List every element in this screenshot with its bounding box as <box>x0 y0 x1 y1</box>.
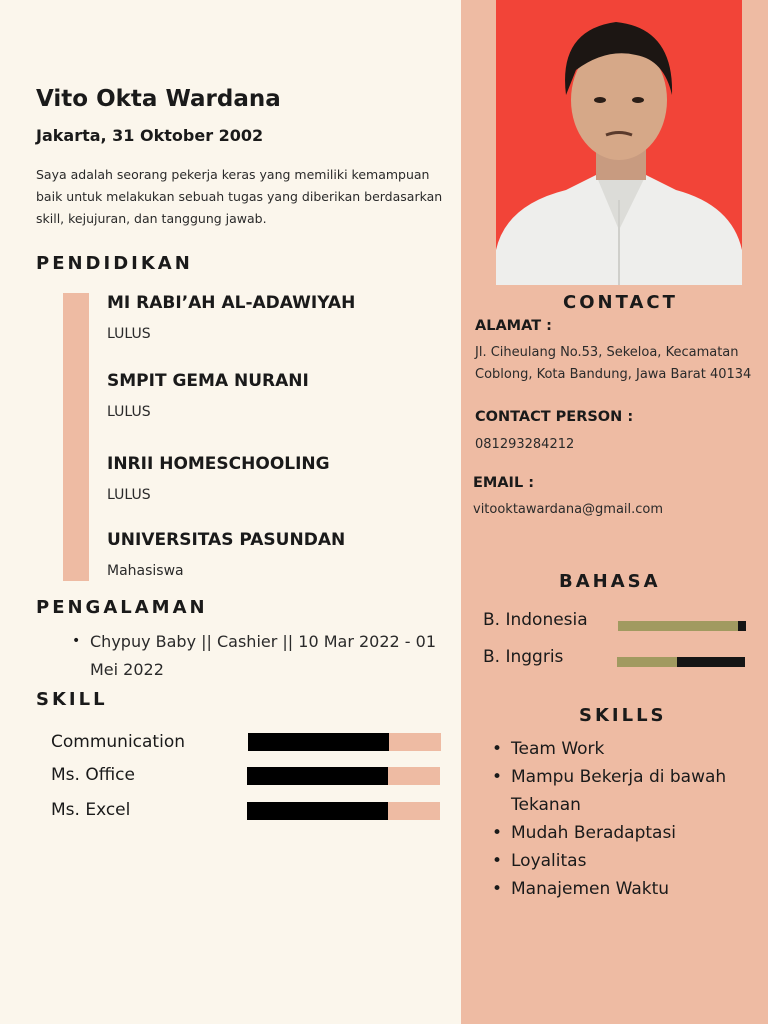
skill-bar <box>248 733 441 751</box>
education-school: INRII HOMESCHOOLING <box>107 454 330 474</box>
experience-item: Chypuy Baby || Cashier || 10 Mar 2022 - 01 Mei 2022 <box>90 632 437 679</box>
education-school: SMPIT GEMA NURANI <box>107 371 309 391</box>
language-bar <box>617 657 745 667</box>
skills-list <box>492 735 762 903</box>
language-label: B. Indonesia <box>483 610 588 630</box>
language-label: B. Inggris <box>483 647 564 667</box>
education-school: MI RABI’AH AL-ADAWIYAH <box>107 293 356 313</box>
list-item: • Loyalitas <box>492 847 762 875</box>
skills-heading: SKILLS <box>579 705 667 726</box>
skill-bar <box>247 767 440 785</box>
birth-info: Jakarta, 31 Oktober 2002 <box>36 126 264 145</box>
education-status: Mahasiswa <box>107 563 184 579</box>
list-item: • Manajemen Waktu <box>492 875 762 903</box>
education-status: LULUS <box>107 487 151 503</box>
skill-label: Communication <box>51 732 185 752</box>
education-accent-bar <box>63 293 89 581</box>
experience-heading: PENGALAMAN <box>36 597 208 618</box>
education-school: UNIVERSITAS PASUNDAN <box>107 530 346 550</box>
address-label: ALAMAT : <box>475 318 552 334</box>
skill-label: Ms. Office <box>51 765 135 785</box>
language-bar-fill <box>618 621 738 631</box>
list-item: • Team Work <box>492 735 762 763</box>
list-item: • Mudah Beradaptasi <box>492 819 762 847</box>
education-heading: PENDIDIKAN <box>36 253 193 274</box>
skill-heading: SKILL <box>36 689 108 710</box>
portrait-illustration <box>496 0 742 285</box>
contact-person-label: CONTACT PERSON : <box>475 409 634 425</box>
phone-number: 081293284212 <box>475 437 575 452</box>
skill-bar-fill <box>247 767 388 785</box>
skill-bar-fill <box>247 802 388 820</box>
contact-heading: CONTACT <box>563 292 678 313</box>
language-bar <box>618 621 746 631</box>
language-heading: BAHASA <box>559 571 661 592</box>
skill-label: Ms. Excel <box>51 800 131 820</box>
education-status: LULUS <box>107 326 151 342</box>
list-item: • Mampu Bekerja di bawah Tekanan <box>492 763 762 819</box>
email-label: EMAIL : <box>473 475 535 491</box>
education-status: LULUS <box>107 404 151 420</box>
person-name: Vito Okta Wardana <box>36 86 281 112</box>
address-text: Jl. Ciheulang No.53, Sekeloa, Kecamatan Coblong, Kota Bandung, Jawa Barat 40134 <box>475 345 752 382</box>
email-address: vitooktawardana@gmail.com <box>473 502 664 517</box>
skill-bar-fill <box>248 733 389 751</box>
profile-photo <box>496 0 742 285</box>
about-text: Saya adalah seorang pekerja keras yang memiliki kemampuan baik untuk melakukan sebuah tugas yang diberikan berdasarkan skill, kejujuran, dan tanggung jawab. <box>36 167 443 226</box>
language-bar-fill <box>617 657 677 667</box>
skill-bar <box>247 802 440 820</box>
